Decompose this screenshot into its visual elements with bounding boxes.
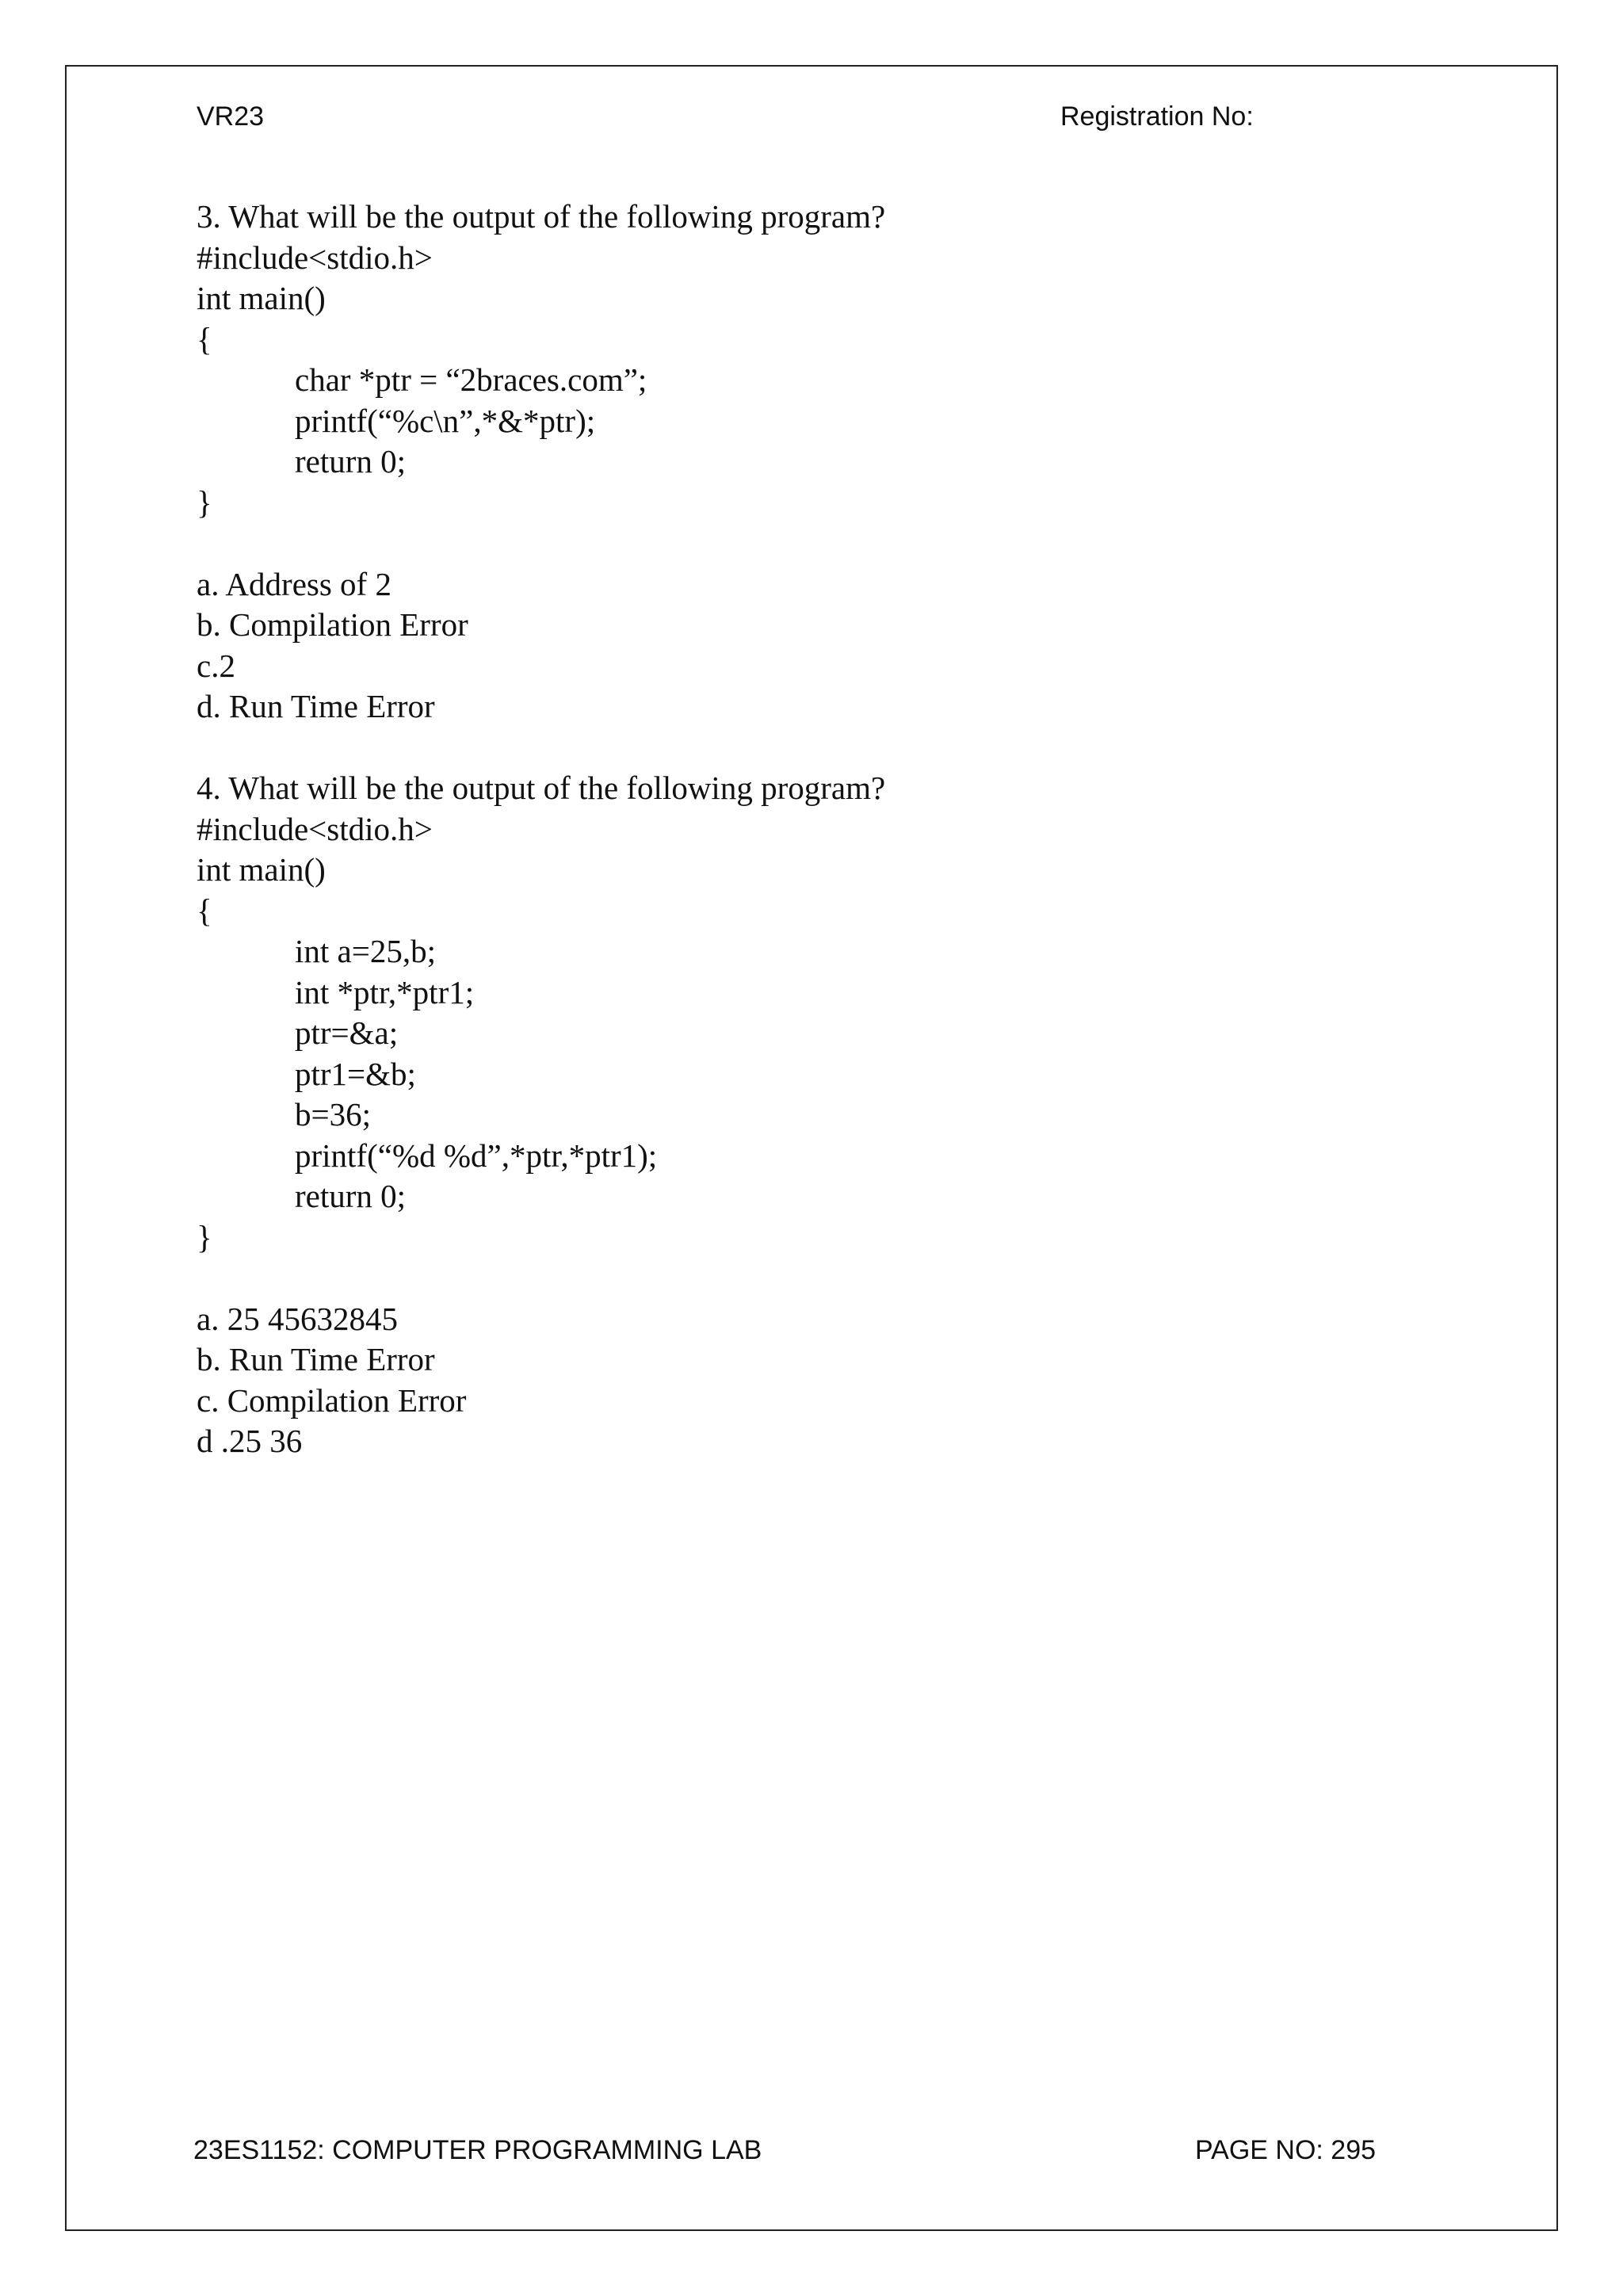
question-text: 3. What will be the output of the following program? <box>197 198 886 235</box>
code-line: } <box>197 483 212 521</box>
code-line: ptr=&a; <box>295 1014 399 1051</box>
code-line: printf(“%d %d”,*ptr,*ptr1); <box>295 1137 658 1174</box>
code-line: printf(“%c\n”,*&*ptr); <box>295 402 596 439</box>
code-line: #include<stdio.h> <box>197 239 433 276</box>
footer-page-number: PAGE NO: 295 <box>1195 2135 1377 2165</box>
answer-option: a. 25 45632845 <box>197 1300 398 1337</box>
code-line: return 0; <box>295 443 407 479</box>
spacer <box>197 728 1465 769</box>
answer-option: a. Address of 2 <box>197 565 391 602</box>
answer-option: c.2 <box>197 647 235 684</box>
code-line: } <box>197 1218 212 1255</box>
code-line: int main() <box>197 851 326 888</box>
header-regulation: VR23 <box>197 101 265 132</box>
question-block <box>197 197 1465 728</box>
code-line: { <box>197 320 212 357</box>
answer-option: b. Run Time Error <box>197 1341 435 1377</box>
code-line: int a=25,b; <box>295 933 436 969</box>
code-line: ptr1=&b; <box>295 1055 416 1092</box>
answer-option: b. Compilation Error <box>197 606 468 643</box>
header-registration-label: Registration No: <box>1060 101 1254 132</box>
answer-option: c. Compilation Error <box>197 1381 467 1419</box>
code-line: { <box>197 892 212 929</box>
code-line: int *ptr,*ptr1; <box>295 973 475 1010</box>
code-line: int main() <box>197 280 326 316</box>
answer-option: d. Run Time Error <box>197 688 435 724</box>
code-line: b=36; <box>295 1096 372 1133</box>
footer-course-title: 23ES1152: COMPUTER PROGRAMMING LAB <box>193 2135 762 2165</box>
spacer <box>197 1258 1465 1299</box>
spacer <box>197 523 1465 564</box>
question-text: 4. What will be the output of the following program? <box>197 770 886 806</box>
code-line: return 0; <box>295 1178 407 1214</box>
code-line: char *ptr = “2braces.com”; <box>295 361 647 398</box>
document-body <box>197 197 1465 1462</box>
code-line: #include<stdio.h> <box>197 810 433 847</box>
answer-option: d .25 36 <box>197 1423 303 1459</box>
question-block <box>197 768 1465 1462</box>
